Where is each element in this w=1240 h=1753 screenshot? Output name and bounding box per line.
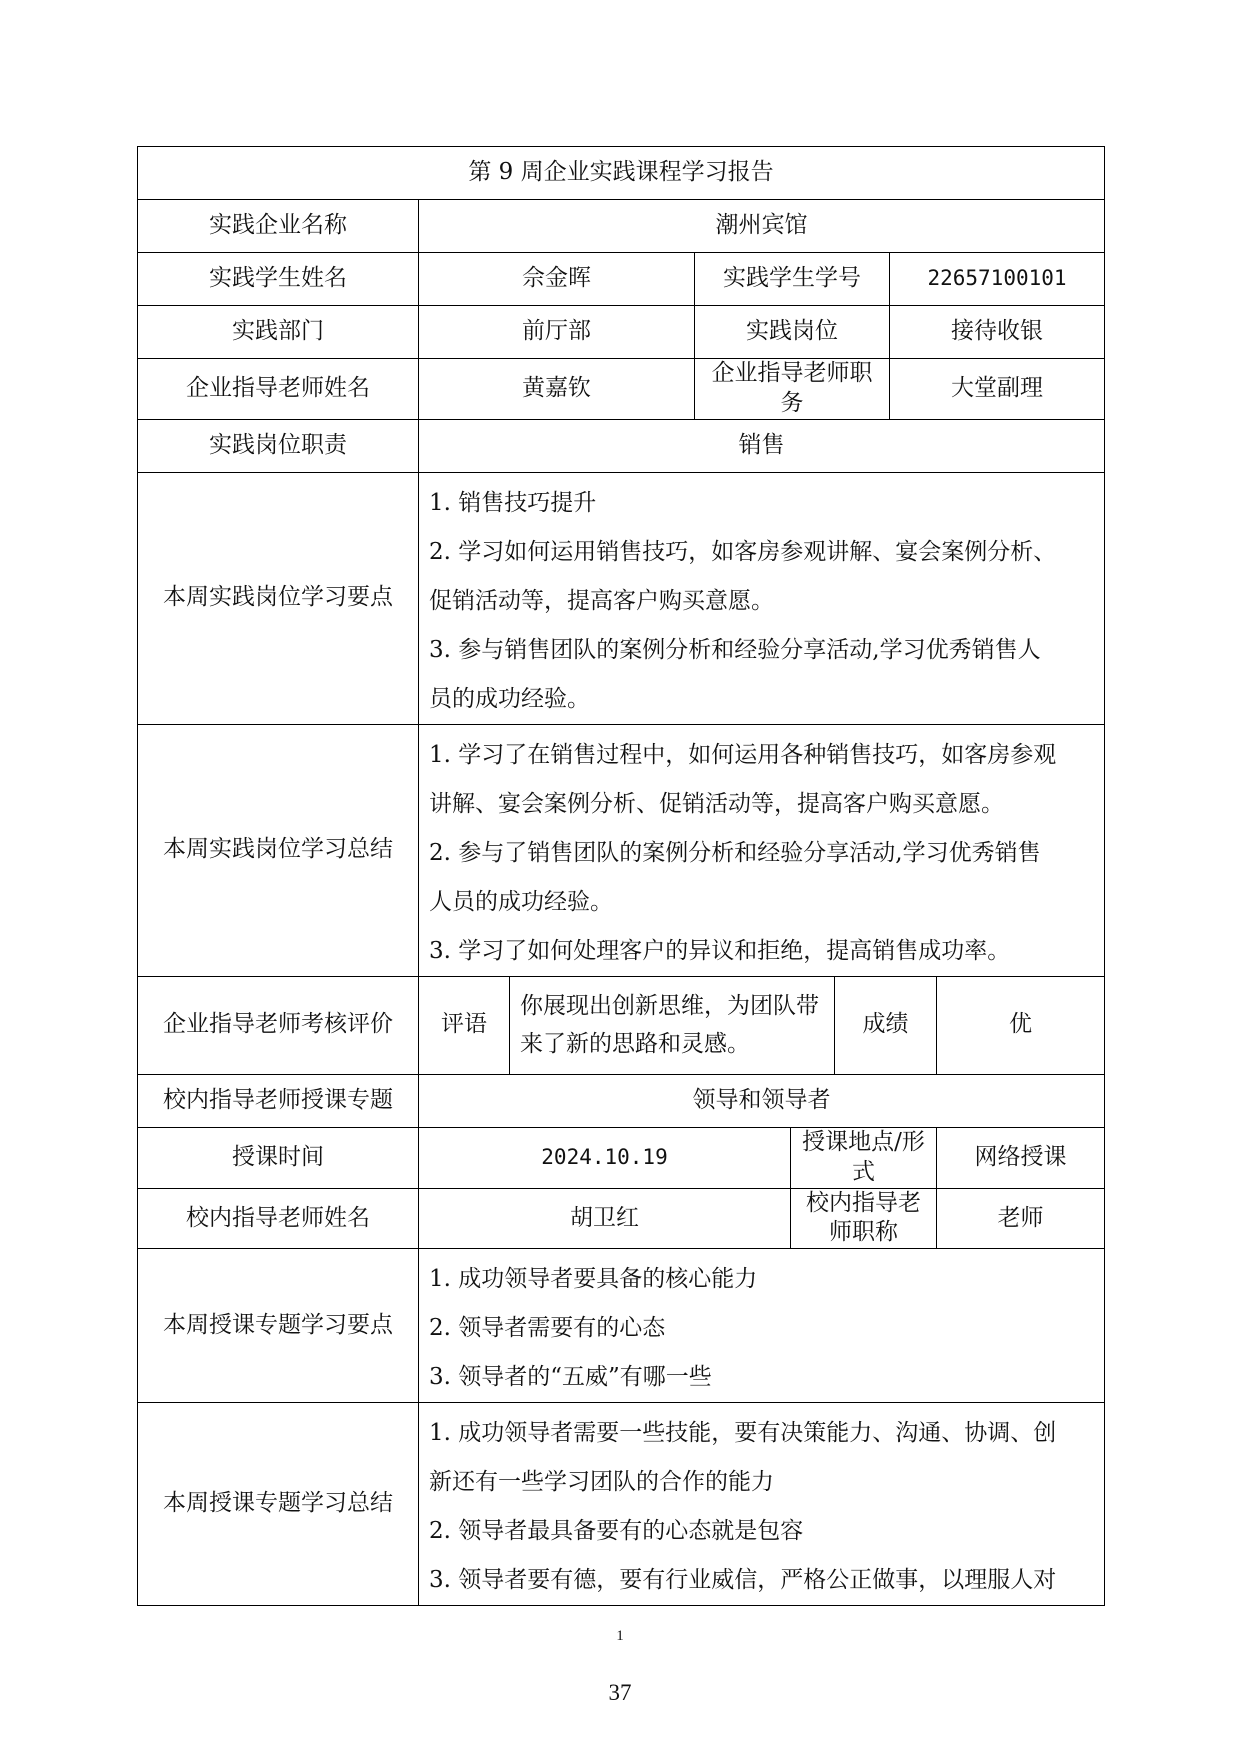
weekly-points-line-4: 3. 参与销售团队的案例分析和经验分享活动,学习优秀销售人 bbox=[429, 636, 1041, 663]
duty-label: 实践岗位职责 bbox=[138, 419, 419, 472]
student-name: 佘金晖 bbox=[419, 253, 695, 306]
post-value: 接待收银 bbox=[890, 306, 1105, 359]
student-id: 22657100101 bbox=[890, 253, 1105, 306]
student-id-label: 实践学生学号 bbox=[695, 253, 890, 306]
topic-points-line-1: 1. 成功领导者要具备的核心能力 bbox=[429, 1266, 758, 1293]
enterprise-mentor-title: 大堂副理 bbox=[890, 359, 1105, 420]
weekly-summary-line-5: 3. 学习了如何处理客户的异议和拒绝，提高销售成功率。 bbox=[429, 937, 1011, 964]
topic-points-label: 本周授课专题学习要点 bbox=[138, 1249, 419, 1403]
weekly-summary-label: 本周实践岗位学习总结 bbox=[138, 724, 419, 976]
weekly-points-line-2: 2. 学习如何运用销售技巧，如客房参观讲解、宴会案例分析、 bbox=[429, 538, 1057, 565]
company-label: 实践企业名称 bbox=[138, 200, 419, 253]
weekly-summary-line-2: 讲解、宴会案例分析、促销活动等，提高客户购买意愿。 bbox=[429, 790, 1004, 817]
page-number-inner: 1 bbox=[616, 1628, 624, 1644]
lecture-place-label: 授课地点/形式 bbox=[791, 1127, 937, 1188]
topic-summary-label: 本周授课专题学习总结 bbox=[138, 1403, 419, 1606]
report-table bbox=[137, 146, 1105, 1606]
weekly-points-label: 本周实践岗位学习要点 bbox=[138, 472, 419, 724]
department-label: 实践部门 bbox=[138, 306, 419, 359]
enterprise-mentor-title-label: 企业指导老师职务 bbox=[695, 359, 890, 420]
school-mentor-title-label: 校内指导老师职称 bbox=[791, 1188, 937, 1249]
enterprise-mentor-name: 黄嘉钦 bbox=[419, 359, 695, 420]
company-value: 潮州宾馆 bbox=[419, 200, 1105, 253]
topic-summary-line-2: 新还有一些学习团队的合作的能力 bbox=[429, 1469, 774, 1496]
comment-text: 你展现出创新思维，为团队带来了新的思路和灵感。 bbox=[510, 976, 835, 1074]
comment-label: 评语 bbox=[419, 976, 510, 1074]
student-name-label: 实践学生姓名 bbox=[138, 253, 419, 306]
lecture-time: 2024.10.19 bbox=[419, 1127, 791, 1188]
topic-summary-line-4: 3. 领导者要有德，要有行业威信，严格公正做事，以理服人对 bbox=[429, 1567, 1057, 1594]
duty-value: 销售 bbox=[419, 419, 1105, 472]
weekly-points-line-1: 1. 销售技巧提升 bbox=[429, 489, 597, 516]
school-mentor-label: 校内指导老师姓名 bbox=[138, 1188, 419, 1249]
page-number-outer: 37 bbox=[608, 1680, 632, 1705]
department-value: 前厅部 bbox=[419, 306, 695, 359]
weekly-summary-line-1: 1. 学习了在销售过程中，如何运用各种销售技巧，如客房参观 bbox=[429, 741, 1057, 768]
lecture-place: 网络授课 bbox=[937, 1127, 1105, 1188]
weekly-summary-line-3: 2. 参与了销售团队的案例分析和经验分享活动,学习优秀销售 bbox=[429, 839, 1041, 866]
topic-points-line-2: 2. 领导者需要有的心态 bbox=[429, 1315, 666, 1342]
enterprise-mentor-label: 企业指导老师姓名 bbox=[138, 359, 419, 420]
topic-points-line-3: 3. 领导者的“五威”有哪一些 bbox=[429, 1364, 712, 1391]
school-topic-label: 校内指导老师授课专题 bbox=[138, 1074, 419, 1127]
weekly-points-content bbox=[419, 472, 1105, 724]
school-mentor-name: 胡卫红 bbox=[419, 1188, 791, 1249]
topic-summary-line-1: 1. 成功领导者需要一些技能，要有决策能力、沟通、协调、创 bbox=[429, 1420, 1057, 1447]
topic-summary-content bbox=[419, 1403, 1105, 1606]
grade-value: 优 bbox=[937, 976, 1105, 1074]
weekly-summary-line-4: 人员的成功经验。 bbox=[429, 888, 613, 915]
lecture-time-label: 授课时间 bbox=[138, 1127, 419, 1188]
post-label: 实践岗位 bbox=[695, 306, 890, 359]
topic-points-content bbox=[419, 1249, 1105, 1403]
weekly-points-line-3: 促销活动等，提高客户购买意愿。 bbox=[429, 587, 774, 614]
grade-label: 成绩 bbox=[835, 976, 937, 1074]
weekly-summary-content bbox=[419, 724, 1105, 976]
school-topic-value: 领导和领导者 bbox=[419, 1074, 1105, 1127]
report-title: 第 9 周企业实践课程学习报告 bbox=[138, 147, 1105, 200]
topic-summary-line-3: 2. 领导者最具备要有的心态就是包容 bbox=[429, 1518, 804, 1545]
weekly-points-line-5: 员的成功经验。 bbox=[429, 685, 590, 712]
school-mentor-title: 老师 bbox=[937, 1188, 1105, 1249]
evaluation-label: 企业指导老师考核评价 bbox=[138, 976, 419, 1074]
